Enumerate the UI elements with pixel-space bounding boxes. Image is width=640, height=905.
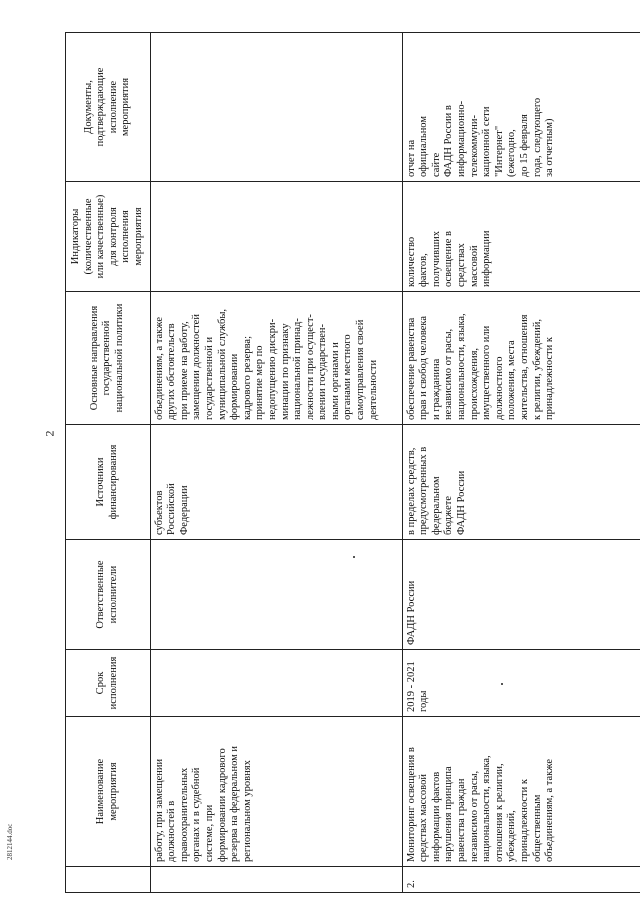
row-number-cell [150,867,402,893]
header-directions [66,292,151,425]
term-text: 2019 - 2021 годы [405,661,430,712]
row-number: 2. [405,880,417,888]
name-text: работу, при замещении должностей в правоохранительных органах и в судебной системе, при формировании кадрового резерва на федеральном и региональном уровнях [153,745,253,862]
indicators-cell [402,182,640,292]
activities-table-container [65,33,635,893]
header-name-label: Наименование мероприятия [95,758,119,825]
documents-text: отчет на официальном сайте ФАДН России в информационно- телекоммуни- кационной сети "Интернет" (ежегодно, до 15 февраля года, следующего за отчетным) [405,97,556,177]
directions-cell [402,292,640,425]
header-directions-label: Основные направления государственной национальной политики [88,303,126,413]
documents-cell [150,33,402,182]
executors-cell [402,540,640,650]
header-indicators [66,182,151,292]
page-number-text: 2 [42,430,57,437]
header-funding [66,425,151,540]
funding-text: субъектов Российской Федерации [153,483,190,535]
executors-text: ФАДН России [405,580,417,645]
term-cell [402,650,640,717]
directions-cell [150,292,402,425]
indicators-cell [150,182,402,292]
header-executors-label: Ответственные исполнители [95,560,119,629]
name-cell [402,717,640,867]
row-number-cell [402,867,640,893]
name-cell [150,717,402,867]
header-documents-label: Документы, подтверждающие исполнение мероприятия [82,67,132,147]
header-term-label: Срок исполнения [95,656,119,710]
header-funding-label: Источники финансирования [95,444,119,520]
header-indicators-label: Индикаторы (количественные или качественные) для контроля исполнения мероприятия [70,194,144,279]
table-row [402,33,640,893]
directions-text: обеспечение равенства прав и свобод человека и гражданина независимо от расы, национальности, языка, происхождения, имущественного или должностного положения, места жительства, отношения к религии, убеждений, принадлежности к [405,313,556,420]
header-term [66,650,151,717]
directions-text: объединениям, а также других обстоятельств при приеме на работу, замещении должностей государственной и муниципальной службы, формировании кадрового резерва; принятие мер по недопущению дискри- минации по признаку национальной принад- лежности при осущест- влении государствен- ными органами и органами местного самоуправления своей деятельности [153,308,379,420]
name-text: Мониторинг освещения в средствах массовой информации фактов нарушения принципа равенства граждан независимо от расы, национальности, языка, отношения к религии, убеждений, принадлежности к общественным объединениям, а также [405,747,556,862]
footer-file-code: 2812144.doc [6,823,14,860]
header-documents [66,33,151,182]
activities-table [65,32,640,893]
table-row [150,33,402,893]
indicators-text: количество фактов, получивших освещение в средствах массовой информации [405,230,493,287]
header-executors [66,540,151,650]
table-header-row [66,33,151,893]
executors-cell [150,540,402,650]
term-cell [150,650,402,717]
header-name [66,717,151,867]
header-num [66,867,151,893]
funding-cell [150,425,402,540]
funding-cell [402,425,640,540]
page-number [42,426,57,441]
documents-cell [402,33,640,182]
funding-text: в пределах средств, предусмотренных в федеральном бюджете ФАДН России [405,446,467,535]
